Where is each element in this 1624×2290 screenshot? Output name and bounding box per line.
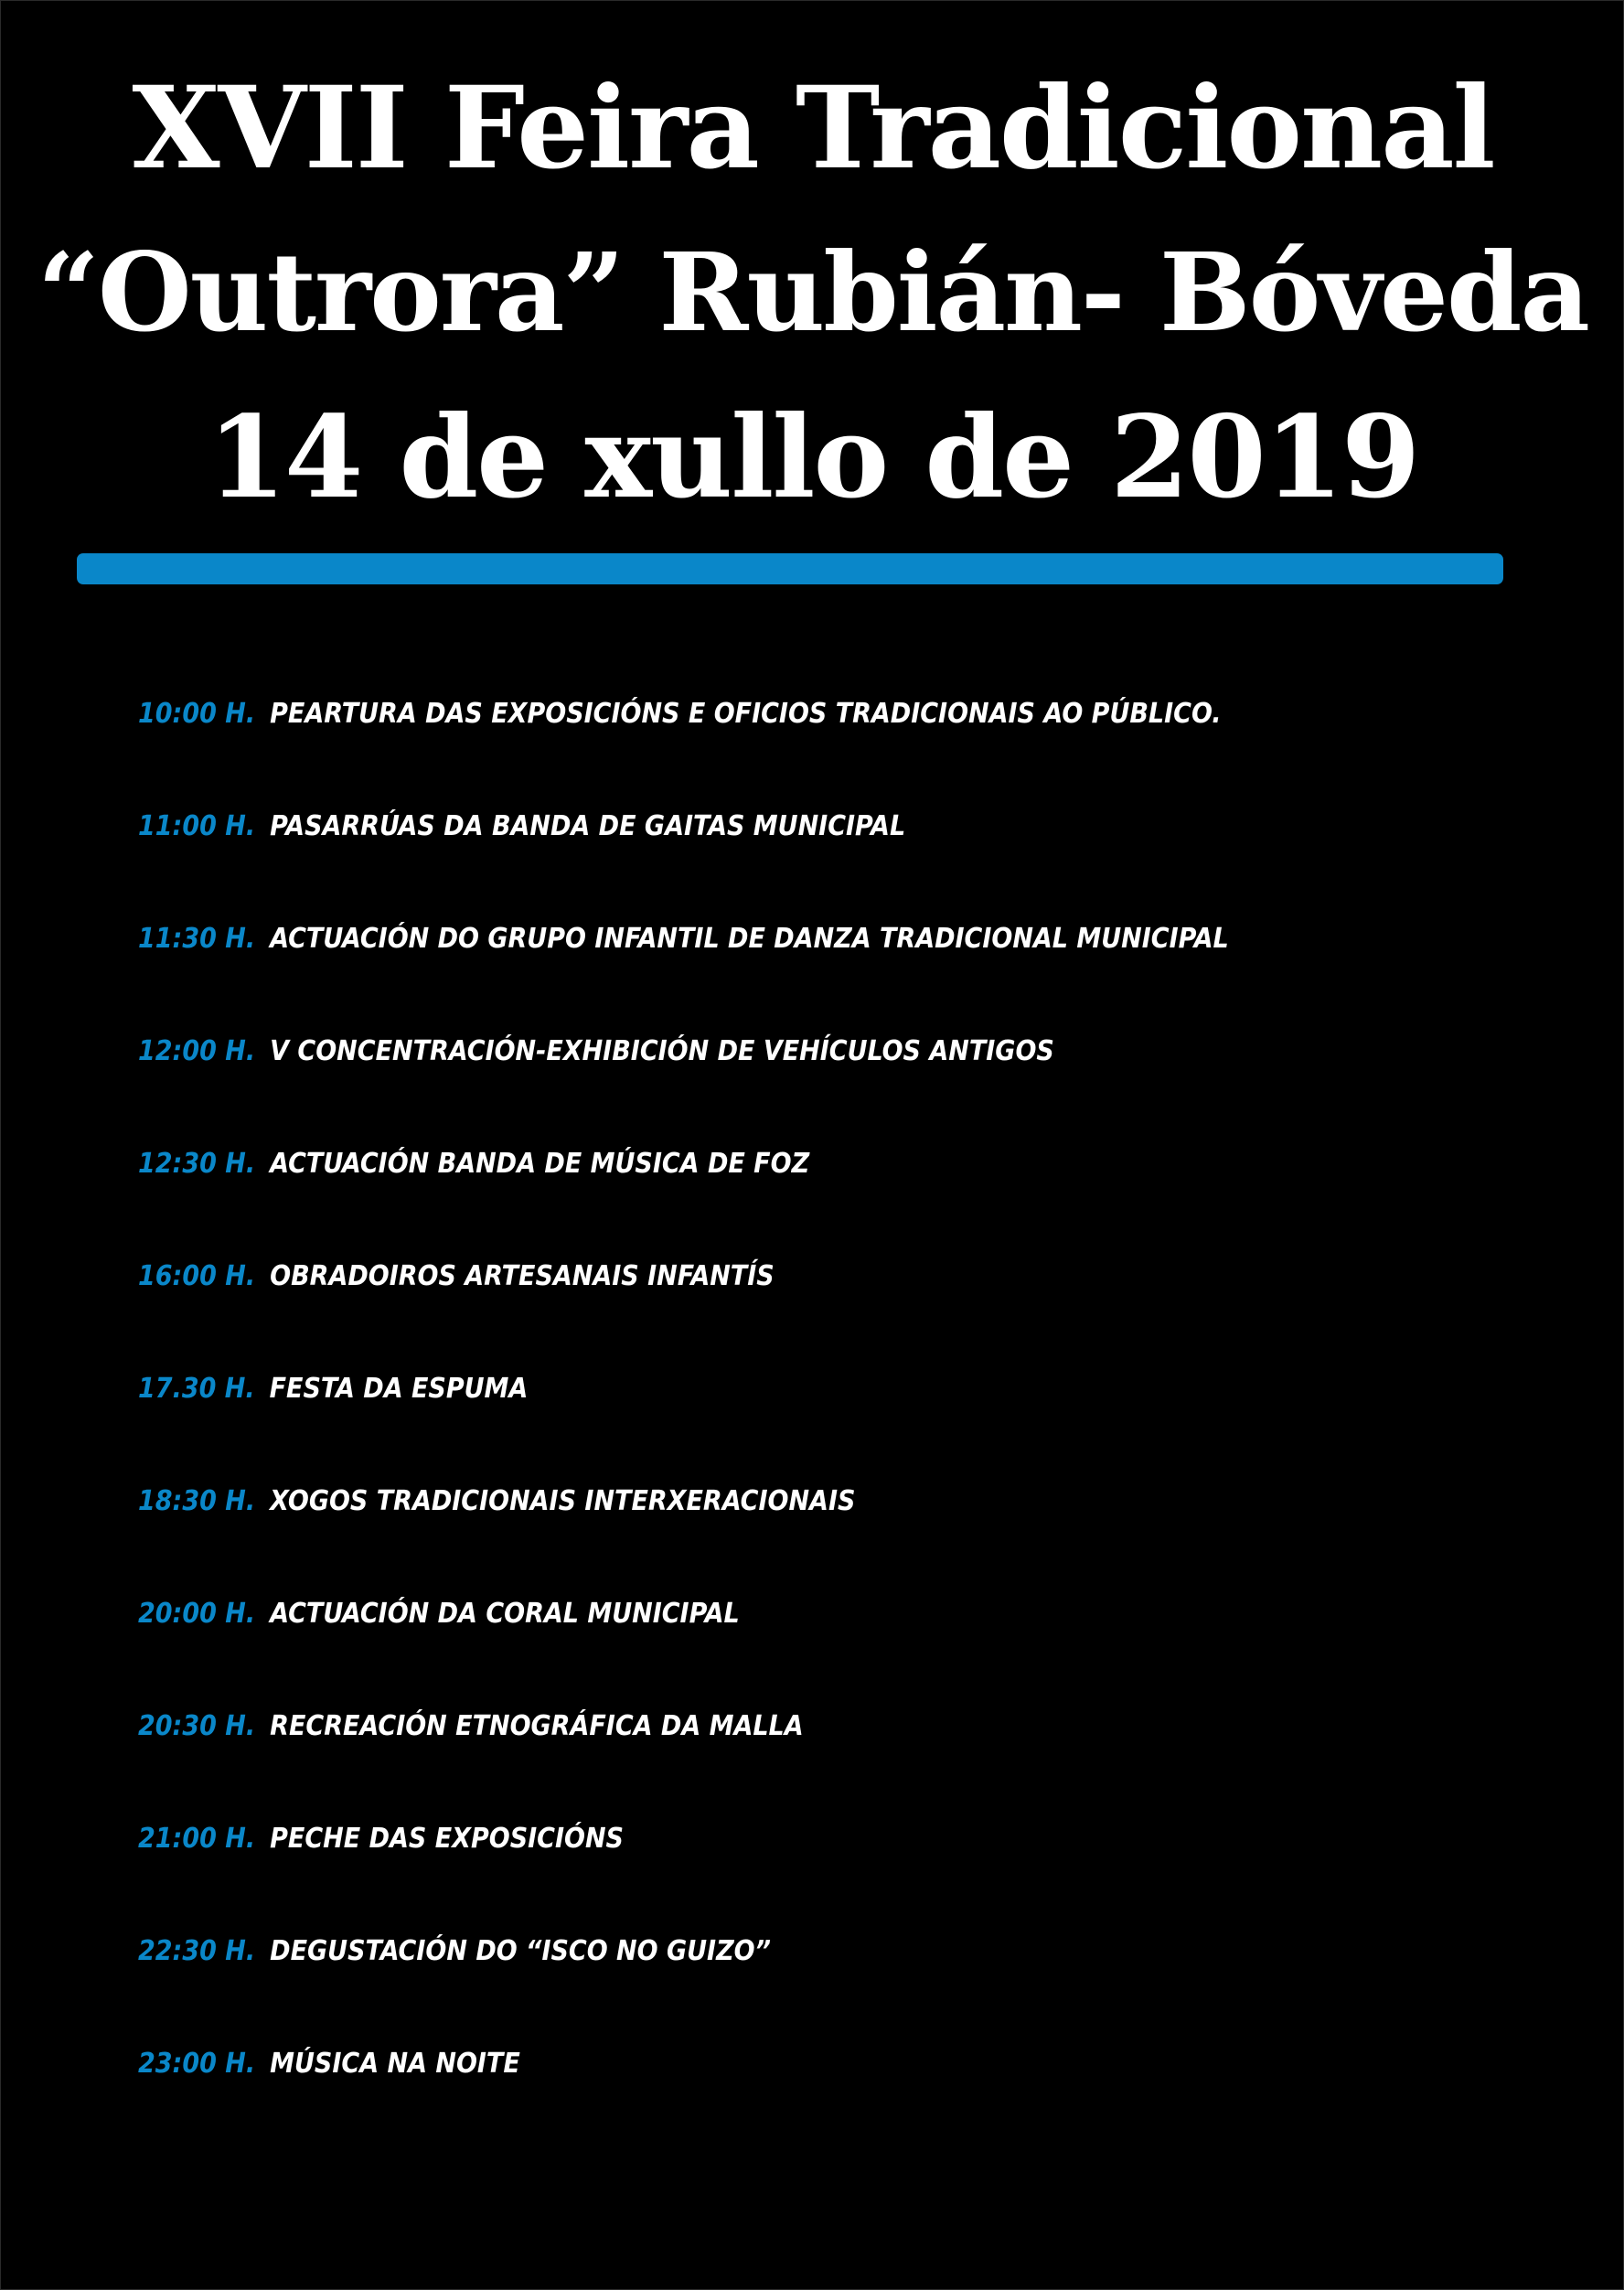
schedule-item [138,1895,1565,2007]
schedule-activity: FESTA DA ESPUMA [269,1372,529,1405]
schedule-activity: ACTUACIÓN DO GRUPO INFANTIL DE DANZA TRADICIONAL MUNICIPAL [270,922,1229,955]
schedule-time: 20:00 H. [138,1597,256,1630]
schedule-time: 21:00 H. [138,1822,256,1855]
schedule-time: 16:00 H. [138,1259,256,1292]
schedule-activity: XOGOS TRADICIONAIS INTERXERACIONAIS [270,1484,856,1517]
schedule-item [138,658,1565,770]
schedule-time: 11:30 H. [138,922,256,955]
poster-date: 14 de xullo de 2019 [207,391,1419,524]
schedule-item [138,1108,1565,1220]
schedule-activity: V CONCENTRACIÓN-EXHIBICIÓN DE VEHÍCULOS ANTIGOS [270,1034,1054,1067]
schedule-item [138,1557,1565,1670]
schedule-item [138,883,1565,995]
schedule-time: 17.30 H. [138,1372,255,1405]
schedule-item [138,1782,1565,1895]
schedule-activity: RECREACIÓN ETNOGRÁFICA DA MALLA [270,1709,804,1742]
schedule-activity: ACTUACIÓN BANDA DE MÚSICA DE FOZ [270,1147,810,1180]
schedule-item [138,1332,1565,1445]
schedule-activity: DEGUSTACIÓN DO “ISCO NO GUIZO” [270,1934,771,1967]
schedule-activity: PEARTURA DAS EXPOSICIÓNS E OFICIOS TRADICIONAIS AO PÚBLICO. [270,697,1222,730]
poster-title-line-2: “Outrora” Rubián- Bóveda [37,229,1588,356]
schedule-activity: PASARRÚAS DA BANDA DE GAITAS MUNICIPAL [270,809,906,842]
schedule-item [138,1670,1565,1782]
divider-bar [77,553,1503,584]
schedule-activity: OBRADOIROS ARTESANAIS INFANTÍS [270,1259,775,1292]
schedule-time: 18:30 H. [138,1484,256,1517]
schedule-item [138,770,1565,883]
schedule-time: 22:30 H. [138,1934,256,1967]
schedule-item [138,1220,1565,1332]
schedule-list [138,658,1565,2120]
schedule-item [138,995,1565,1108]
poster-title-line-1: XVII Feira Tradicional [132,62,1494,195]
schedule-time: 10:00 H. [138,697,256,730]
schedule-activity: PECHE DAS EXPOSICIÓNS [270,1822,624,1855]
schedule-time: 12:30 H. [138,1147,256,1180]
schedule-item [138,2007,1565,2120]
schedule-activity: ACTUACIÓN DA CORAL MUNICIPAL [270,1597,740,1630]
schedule-time: 12:00 H. [138,1034,256,1067]
schedule-time: 23:00 H. [138,2047,256,2080]
schedule-item [138,1445,1565,1557]
schedule-time: 11:00 H. [138,809,256,842]
schedule-time: 20:30 H. [138,1709,256,1742]
schedule-activity: MÚSICA NA NOITE [270,2047,520,2080]
